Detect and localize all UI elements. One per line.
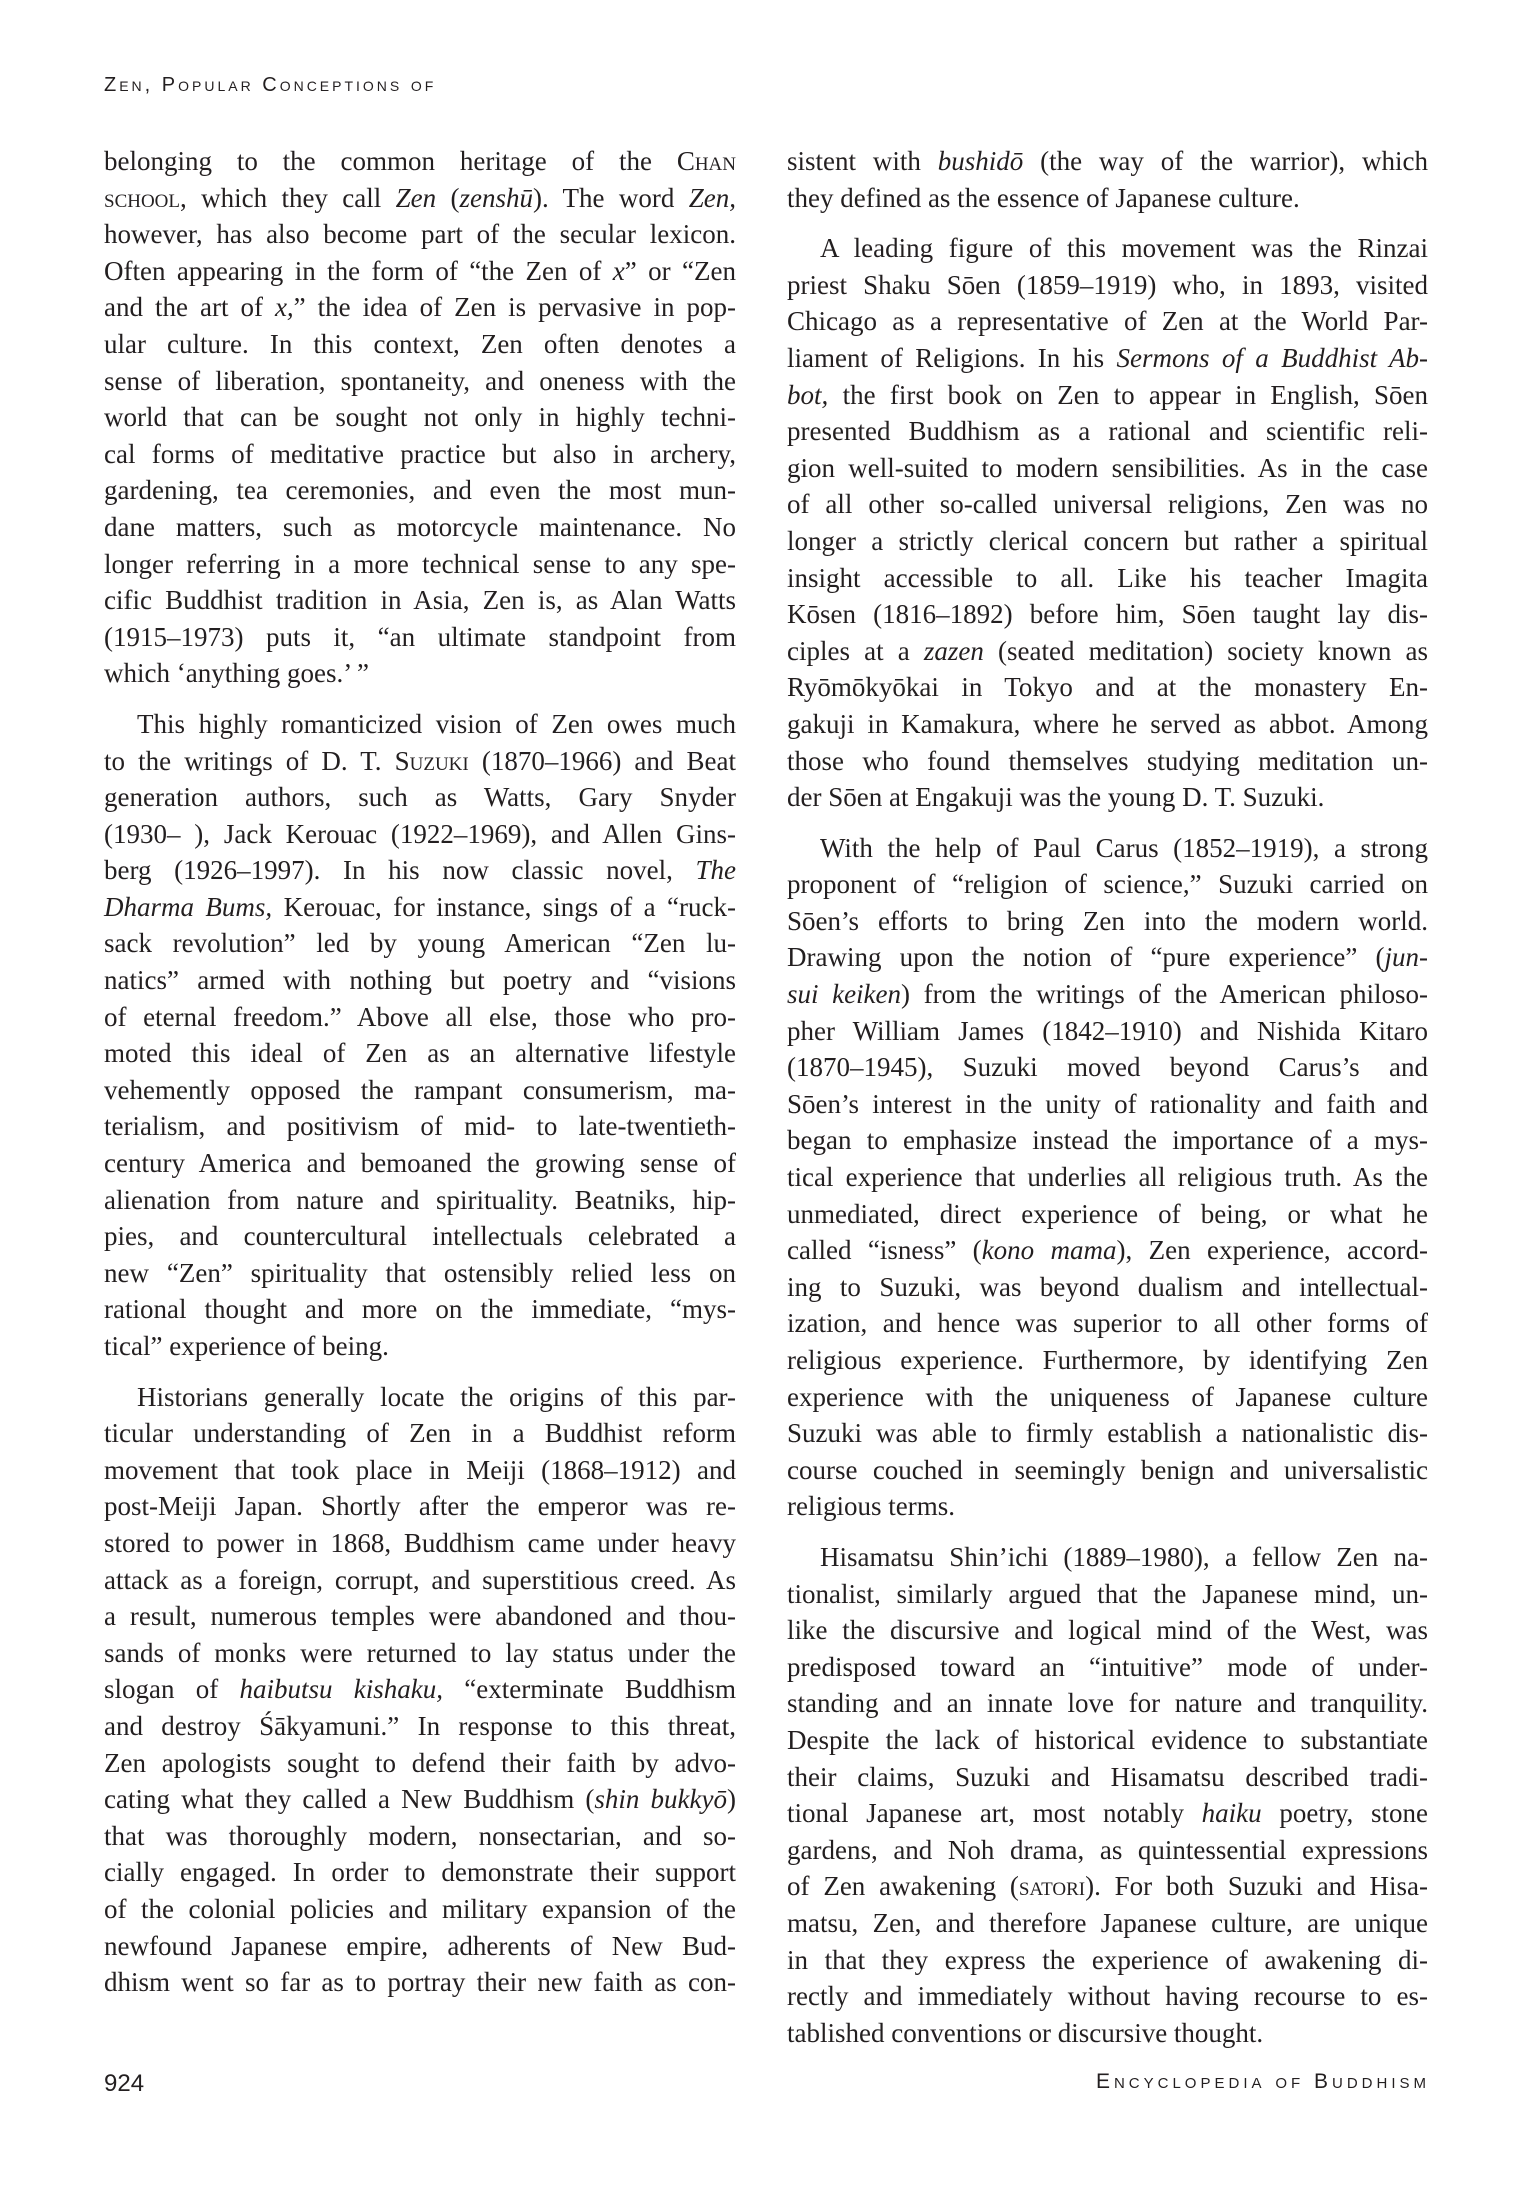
text-line: liament of Religions. In his Sermons of a Buddhist Ab- bbox=[787, 342, 1428, 373]
text-line: This highly romanticized vision of Zen owes much bbox=[137, 708, 736, 739]
text-line: cating what they called a New Buddhism (shin bukkyō) bbox=[104, 1784, 736, 1815]
text-line: Sōen’s efforts to bring Zen into the modern world. bbox=[787, 905, 1428, 936]
text-line: Historians generally locate the origins of this par- bbox=[137, 1381, 736, 1412]
text-line: priest Shaku Sōen (1859–1919) who, in 1893, visited bbox=[787, 269, 1428, 300]
paragraph bbox=[787, 1539, 1428, 2051]
text-line: vehemently opposed the rampant consumerism, ma- bbox=[104, 1074, 736, 1105]
text-column-right bbox=[787, 143, 1428, 2065]
text-line: sense of liberation, spontaneity, and oneness with the bbox=[104, 365, 736, 396]
text-line: tablished conventions or discursive thought. bbox=[787, 2017, 1264, 2048]
text-line: unmediated, direct experience of being, or what he bbox=[787, 1198, 1428, 1229]
text-line: however, has also become part of the secular lexicon. bbox=[104, 219, 736, 250]
paragraph bbox=[104, 1379, 736, 2001]
text-line: religious terms. bbox=[787, 1491, 955, 1522]
text-line: Zen apologists sought to defend their faith by advo- bbox=[104, 1747, 736, 1778]
text-line: bot, the first book on Zen to appear in English, Sōen bbox=[787, 379, 1428, 410]
text-line: began to emphasize instead the importance of a mys- bbox=[787, 1125, 1428, 1156]
text-line: Kōsen (1816–1892) before him, Sōen taught lay dis- bbox=[787, 599, 1428, 630]
text-line: Despite the lack of historical evidence to substantiate bbox=[787, 1724, 1428, 1755]
text-line: newfound Japanese empire, adherents of New Bud- bbox=[104, 1930, 736, 1961]
text-line: Hisamatsu Shin’ichi (1889–1980), a fellow Zen na- bbox=[820, 1541, 1428, 1572]
text-line: gardening, tea ceremonies, and even the most mun- bbox=[104, 475, 736, 506]
text-line: school, which they call Zen (zenshū). The word Zen, bbox=[104, 182, 736, 213]
text-line: cific Buddhist tradition in Asia, Zen is, as Alan Watts bbox=[104, 585, 736, 616]
text-line: tical” experience of being. bbox=[104, 1331, 389, 1361]
text-line: A leading figure of this movement was the Rinzai bbox=[820, 233, 1428, 264]
text-line: standing and an innate love for nature and tranquility. bbox=[787, 1688, 1428, 1719]
text-line: called “isness” (kono mama), Zen experience, accord- bbox=[787, 1235, 1428, 1266]
text-line: dane matters, such as motorcycle maintenance. No bbox=[104, 511, 736, 542]
text-line: Sōen’s interest in the unity of rationality and faith and bbox=[787, 1088, 1428, 1119]
text-line: world that can be sought not only in highly techni- bbox=[104, 402, 736, 433]
text-line: of all other so-called universal religions, Zen was no bbox=[787, 489, 1428, 520]
text-line: of the colonial policies and military expansion of the bbox=[104, 1893, 736, 1924]
paragraph bbox=[104, 706, 736, 1365]
text-line: Often appearing in the form of “the Zen of x” or “Zen bbox=[104, 255, 736, 286]
text-line: of eternal freedom.” Above all else, those who pro- bbox=[104, 1001, 736, 1032]
text-line: attack as a foreign, corrupt, and superstitious creed. As bbox=[104, 1564, 736, 1595]
text-line: stored to power in 1868, Buddhism came under heavy bbox=[104, 1527, 736, 1558]
text-line: gakuji in Kamakura, where he served as abbot. Among bbox=[787, 708, 1428, 739]
text-line: post-Meiji Japan. Shortly after the emperor was re- bbox=[104, 1491, 736, 1522]
page-number: 924 bbox=[104, 2070, 145, 2097]
text-line: and the art of x,” the idea of Zen is pervasive in pop- bbox=[104, 292, 737, 323]
text-line: (1915–1973) puts it, “an ultimate standpoint from bbox=[104, 621, 736, 652]
text-line: to the writings of D. T. Suzuki (1870–1966) and Beat bbox=[104, 745, 736, 776]
text-line: generation authors, such as Watts, Gary Snyder bbox=[104, 782, 736, 813]
text-line: cal forms of meditative practice but also in archery, bbox=[104, 438, 736, 469]
text-line: sands of monks were returned to lay status under the bbox=[104, 1637, 736, 1668]
text-line: course couched in seemingly benign and universalistic bbox=[787, 1454, 1428, 1485]
text-line: ing to Suzuki, was beyond dualism and intellectual- bbox=[787, 1271, 1428, 1302]
text-line: predisposed toward an “intuitive” mode of under- bbox=[787, 1651, 1428, 1682]
text-line: tical experience that underlies all religious truth. As the bbox=[787, 1162, 1428, 1193]
text-line: slogan of haibutsu kishaku, “exterminate Buddhism bbox=[104, 1674, 736, 1705]
text-line: that was thoroughly modern, nonsectarian, and so- bbox=[104, 1820, 736, 1851]
text-line: pies, and countercultural intellectuals celebrated a bbox=[104, 1221, 736, 1252]
text-line: ization, and hence was superior to all other forms of bbox=[787, 1308, 1428, 1339]
text-line: berg (1926–1997). In his now classic novel, The bbox=[104, 855, 736, 886]
text-line: gion well-suited to modern sensibilities. As in the case bbox=[787, 452, 1428, 483]
text-line: in that they express the experience of awakening di- bbox=[787, 1944, 1428, 1975]
paragraph bbox=[787, 230, 1428, 816]
text-line: longer a strictly clerical concern but rather a spiritual bbox=[787, 525, 1428, 556]
text-line: experience with the uniqueness of Japanese culture bbox=[787, 1381, 1428, 1412]
text-line: Dharma Bums, Kerouac, for instance, sings of a “ruck- bbox=[104, 891, 736, 922]
text-line: Drawing upon the notion of “pure experience” (jun- bbox=[787, 942, 1428, 973]
text-line: they defined as the essence of Japanese culture. bbox=[787, 182, 1300, 213]
text-line: cially engaged. In order to demonstrate their support bbox=[104, 1857, 736, 1888]
text-line: Suzuki was able to firmly establish a nationalistic dis- bbox=[787, 1418, 1428, 1449]
text-line: new “Zen” spirituality that ostensibly relied less on bbox=[104, 1257, 736, 1288]
text-line: sui keiken) from the writings of the American philoso- bbox=[787, 979, 1428, 1010]
text-line: and destroy Śākyamuni.” In response to this threat, bbox=[104, 1710, 736, 1741]
text-line: (1930– ), Jack Kerouac (1922–1969), and Allen Gins- bbox=[104, 818, 736, 849]
text-line: Chicago as a representative of Zen at the World Par- bbox=[787, 306, 1428, 337]
text-line: rational thought and more on the immediate, “mys- bbox=[104, 1294, 736, 1325]
text-line: terialism, and positivism of mid- to late-twentieth- bbox=[104, 1111, 736, 1142]
text-line: tionalist, similarly argued that the Japanese mind, un- bbox=[787, 1578, 1428, 1609]
publication-title: Encyclopedia of Buddhism bbox=[1095, 2070, 1430, 2093]
text-line: which ‘anything goes.’ ” bbox=[104, 658, 369, 689]
text-line: their claims, Suzuki and Hisamatsu described tradi- bbox=[787, 1761, 1428, 1792]
text-line: movement that took place in Meiji (1868–1912) and bbox=[104, 1454, 736, 1485]
text-line: a result, numerous temples were abandoned and thou- bbox=[104, 1601, 736, 1632]
text-line: With the help of Paul Carus (1852–1919), a strong bbox=[820, 832, 1428, 863]
text-line: proponent of “religion of science,” Suzuki carried on bbox=[787, 869, 1428, 900]
text-line: sistent with bushidō (the way of the warrior), which bbox=[787, 146, 1428, 176]
text-line: tional Japanese art, most notably haiku poetry, stone bbox=[787, 1798, 1428, 1829]
paragraph bbox=[104, 143, 736, 692]
paragraph bbox=[787, 830, 1428, 1525]
text-line: longer referring in a more technical sense to any spe- bbox=[104, 548, 736, 579]
text-line: presented Buddhism as a rational and scientific reli- bbox=[787, 416, 1428, 447]
text-line: ticular understanding of Zen in a Buddhist reform bbox=[104, 1418, 736, 1449]
text-line: of Zen awakening (satori). For both Suzuki and Hisa- bbox=[787, 1871, 1428, 1902]
text-line: der Sōen at Engakuji was the young D. T. Suzuki. bbox=[787, 782, 1325, 813]
text-line: pher William James (1842–1910) and Nishida Kitaro bbox=[787, 1015, 1428, 1046]
text-line: rectly and immediately without having recourse to es- bbox=[787, 1981, 1428, 2012]
text-line: alienation from nature and spirituality. Beatniks, hip- bbox=[104, 1184, 736, 1215]
text-line: religious experience. Furthermore, by identifying Zen bbox=[787, 1345, 1428, 1375]
text-line: natics” armed with nothing but poetry and “visions bbox=[104, 965, 736, 996]
text-line: matsu, Zen, and therefore Japanese culture, are unique bbox=[787, 1907, 1428, 1938]
text-line: gardens, and Noh drama, as quintessential expressions bbox=[787, 1834, 1428, 1865]
text-line: like the discursive and logical mind of the West, was bbox=[787, 1615, 1428, 1646]
text-line: sack revolution” led by young American “Zen lu- bbox=[104, 928, 736, 959]
text-line: those who found themselves studying meditation un- bbox=[787, 745, 1428, 776]
text-line: ular culture. In this context, Zen often denotes a bbox=[104, 328, 736, 359]
text-line: moted this ideal of Zen as an alternative lifestyle bbox=[104, 1038, 736, 1069]
text-line: century America and bemoaned the growing sense of bbox=[104, 1148, 736, 1179]
text-line: belonging to the common heritage of the Chan bbox=[104, 146, 736, 176]
text-column-left bbox=[104, 143, 736, 2015]
paragraph bbox=[787, 143, 1428, 216]
text-line: Ryōmōkyōkai in Tokyo and at the monastery En- bbox=[787, 672, 1428, 703]
text-line: insight accessible to all. Like his teacher Imagita bbox=[787, 562, 1428, 593]
text-line: (1870–1945), Suzuki moved beyond Carus’s and bbox=[787, 1052, 1428, 1083]
running-head-title: Zen, Popular Conceptions of bbox=[104, 74, 437, 96]
text-line: dhism went so far as to portray their new faith as con- bbox=[104, 1967, 736, 1998]
text-line: ciples at a zazen (seated meditation) society known as bbox=[787, 635, 1428, 666]
